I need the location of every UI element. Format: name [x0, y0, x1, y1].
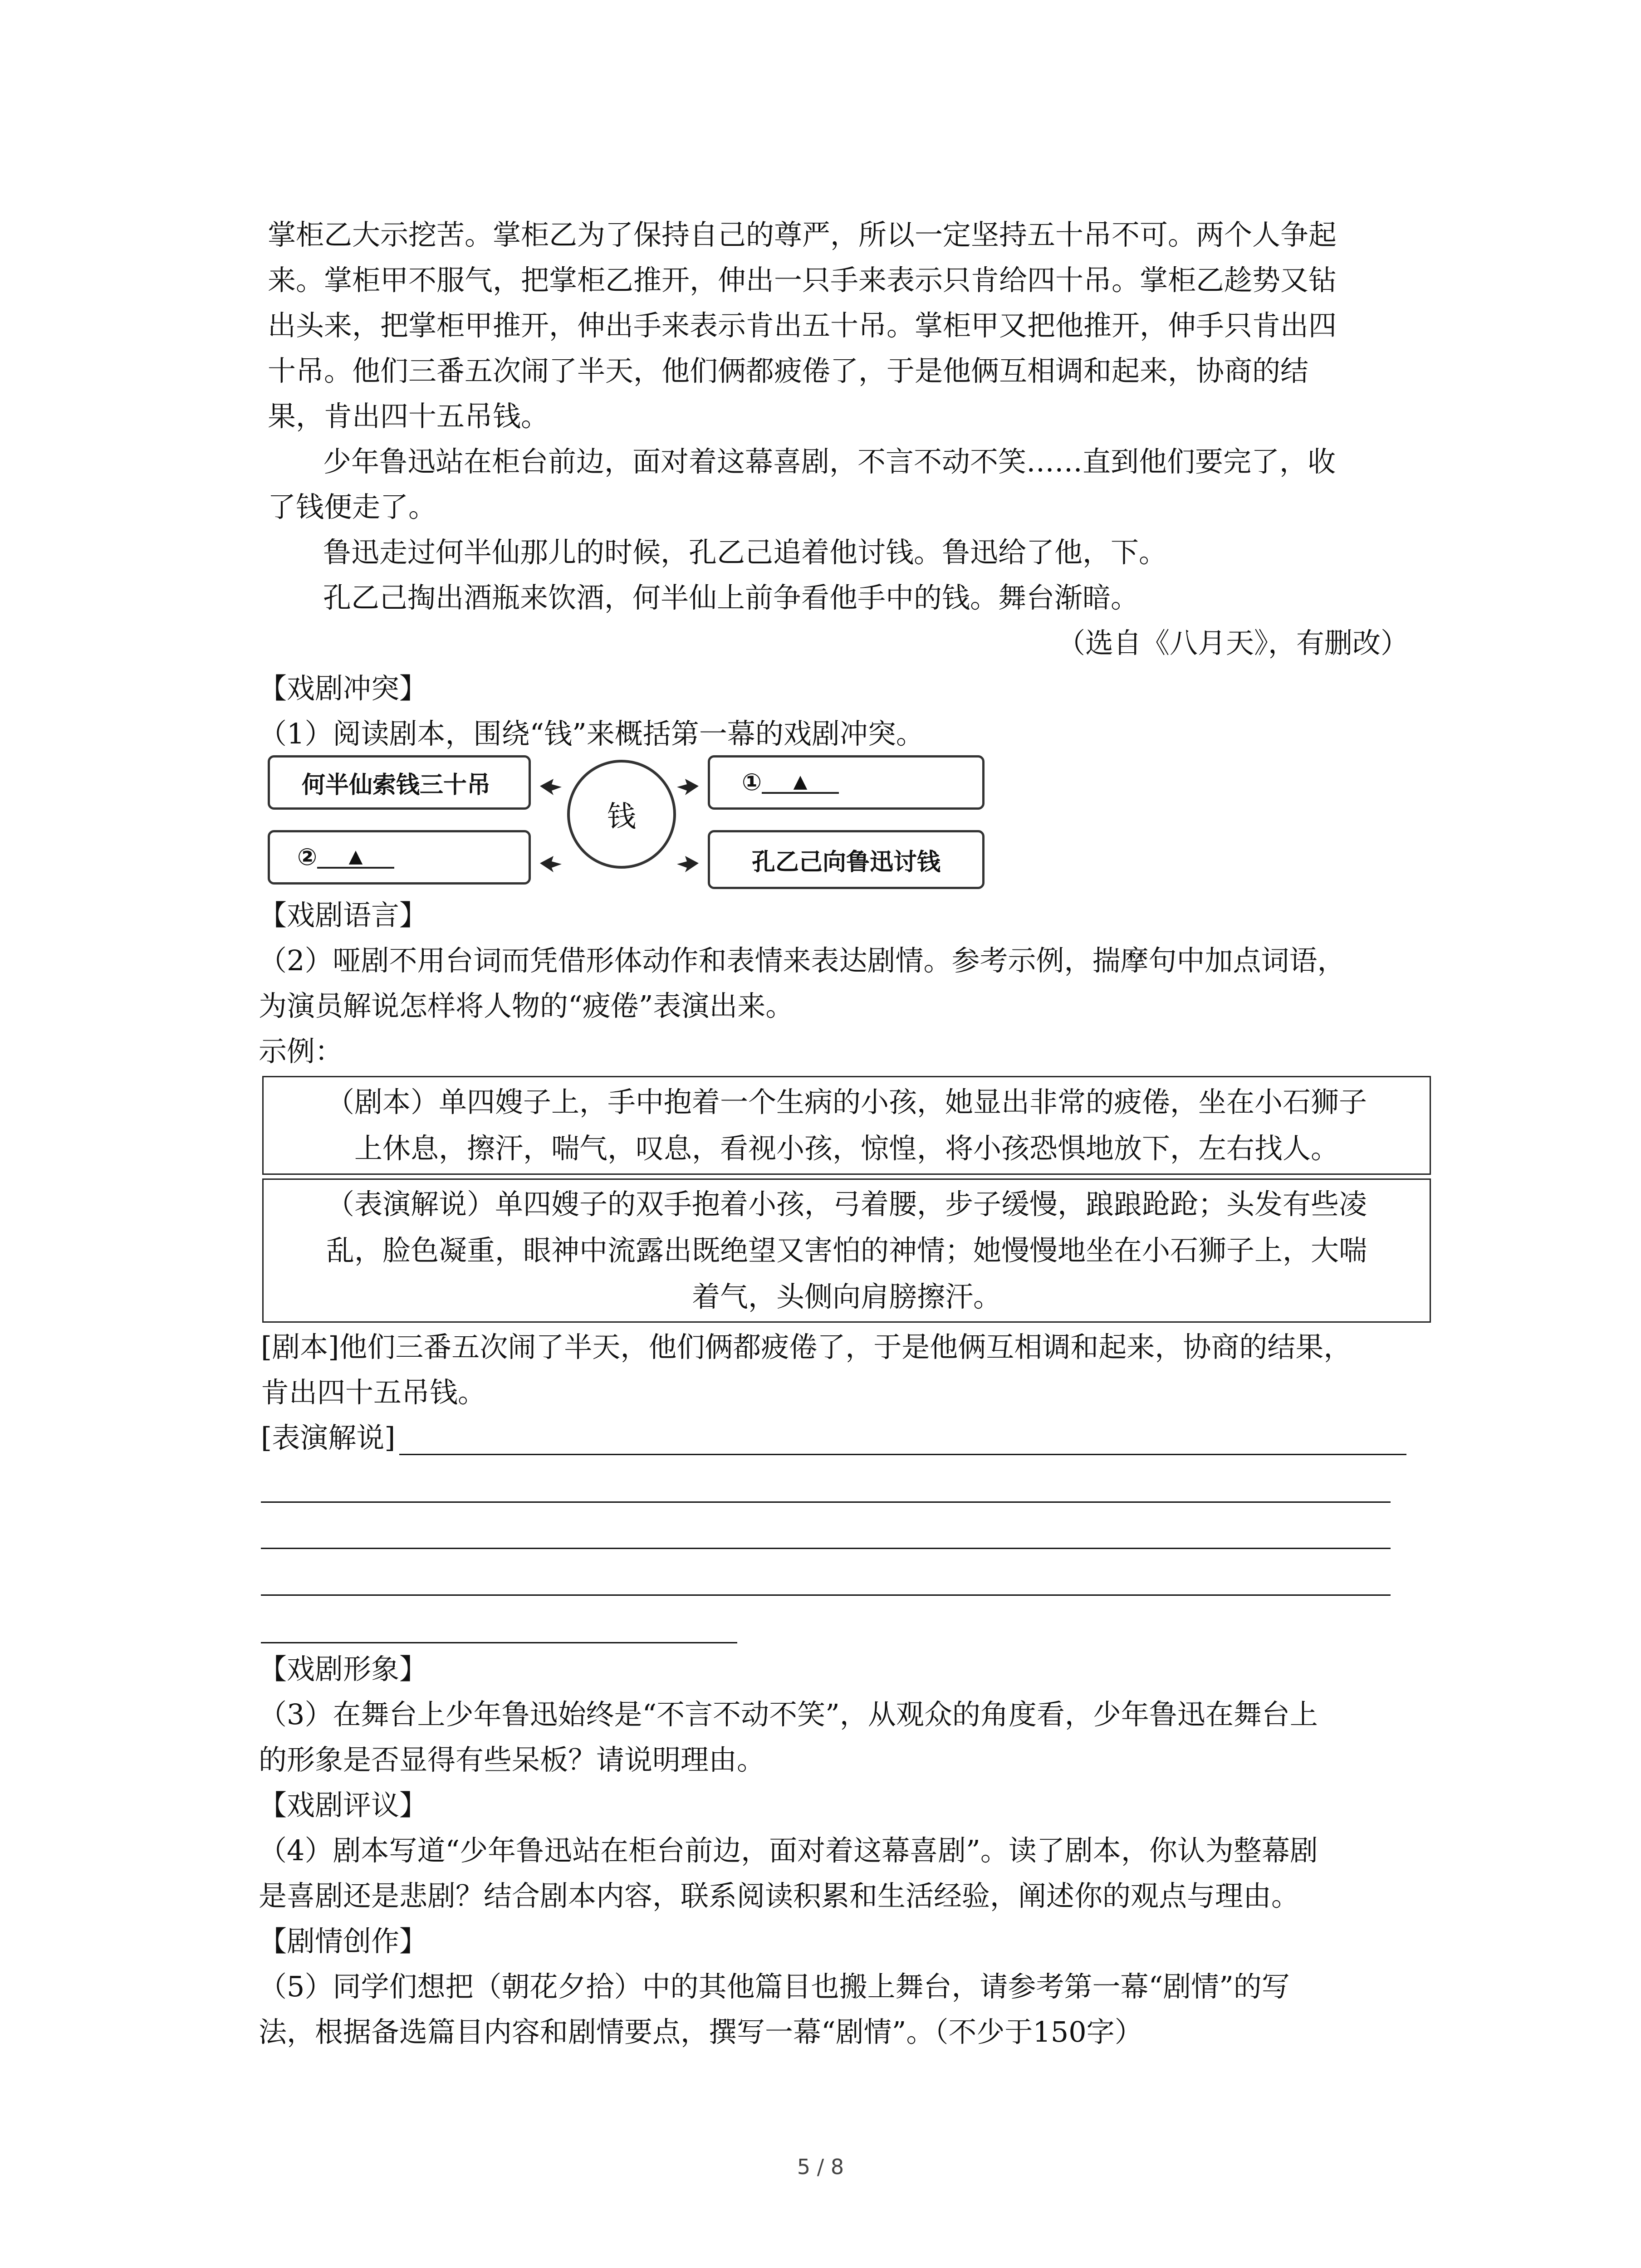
section-heading-review: 【戏剧评议】	[259, 1789, 428, 1822]
question-2-prompt: 为演员解说怎样将人物的“疲倦”表演出来。	[259, 989, 794, 1022]
box-bottom-right-text: 孔乙己向鲁迅讨钱	[751, 848, 941, 876]
answer-line[interactable]	[399, 1454, 1406, 1455]
script-line: 了钱便走了。	[268, 490, 437, 523]
question-3-line: 的形象是否显得有些呆板？请说明理由。	[259, 1743, 765, 1776]
source-note: （选自《八月天》，有删改）	[1057, 626, 1409, 660]
box-top-left-text: 何半仙索钱三十吊	[302, 771, 491, 799]
question-5-line: 法，根据备选篇目内容和剧情要点，撰写一幕“剧情”。（不少于150字）	[259, 2015, 1143, 2048]
example-perf-line: 着气，头侧向肩膀擦汗。	[691, 1280, 1001, 1313]
example-performance-box	[262, 1178, 1431, 1323]
answer-label: [表演解说]	[261, 1421, 396, 1454]
question-4-line: 是喜剧还是悲剧？结合剧本内容，联系阅读积累和生活经验，阐述你的观点与理由。	[259, 1879, 1300, 1912]
blank-2-line: ▲	[317, 846, 394, 869]
answer-line[interactable]	[261, 1548, 1391, 1549]
example-perf-line: （表演解说）单四嫂子的双手抱着小孩，弓着腰，步子缓慢，踉踉跄跄；头发有些凌	[326, 1188, 1367, 1221]
script-line: 出头来，把掌柜甲推开，伸出手来表示肯出五十吊。掌柜甲又把他推开，伸手只肯出四	[268, 309, 1337, 342]
section-heading-conflict: 【戏剧冲突】	[259, 672, 428, 705]
script-line: 少年鲁迅站在柜台前边，面对着这幕喜剧，不言不动不笑……直到他们要完了，收	[323, 445, 1336, 478]
blank-2-number: ②	[297, 844, 318, 871]
question-2-prompt: （2）哑剧不用台词而凭借形体动作和表情来表达剧情。参考示例，揣摩句中加点词语，	[259, 944, 1346, 977]
center-label: 钱	[607, 800, 636, 834]
arrow-icon	[540, 779, 562, 795]
conflict-diagram	[268, 751, 985, 896]
example-perf-line: 乱，脸色凝重，眼神中流露出既绝望又害怕的神情；她慢慢地坐在小石狮子上，大喘	[326, 1234, 1367, 1267]
section-heading-language: 【戏剧语言】	[259, 899, 428, 932]
script-line: 掌柜乙大示挖苦。掌柜乙为了保持自己的尊严，所以一定坚持五十吊不可。两个人争起	[268, 218, 1337, 251]
script-line: 孔乙己掏出酒瓶来饮酒，何半仙上前争看他手中的钱。舞台渐暗。	[323, 581, 1139, 614]
page-number: 5 / 8	[797, 2155, 844, 2179]
example-script-line: 上休息，擦汗，喘气，叹息，看视小孩，惊惶，将小孩恐惧地放下，左右找人。	[354, 1132, 1339, 1165]
script-line: 十吊。他们三番五次闹了半天，他们俩都疲倦了，于是他俩互相调和起来，协商的结	[268, 354, 1309, 387]
blank-1-line: ▲	[762, 771, 839, 794]
example-label: 示例：	[259, 1035, 343, 1068]
arrow-icon	[677, 856, 699, 872]
diagram-arrows	[268, 751, 985, 896]
question-5-line: （5）同学们想把（朝花夕拾）中的其他篇目也搬上舞台，请参考第一幕“剧情”的写	[259, 1970, 1290, 2003]
task-script-line: [剧本]他们三番五次闹了半天，他们俩都疲倦了，于是他俩互相调和起来，协商的结果，	[261, 1330, 1352, 1364]
arrow-icon	[677, 779, 699, 795]
question-1-prompt: （1）阅读剧本，围绕“钱”来概括第一幕的戏剧冲突。	[259, 717, 924, 750]
script-line: 来。掌柜甲不服气，把掌柜乙推开，伸出一只手来表示只肯给四十吊。掌柜乙趁势又钻	[268, 264, 1337, 297]
question-4-line: （4）剧本写道“少年鲁迅站在柜台前边，面对着这幕喜剧”。读了剧本，你认为整幕剧	[259, 1834, 1318, 1867]
script-line: 果，肯出四十五吊钱。	[268, 400, 549, 433]
section-heading-creation: 【剧情创作】	[259, 1925, 428, 1958]
script-line: 鲁迅走过何半仙那儿的时候，孔乙己追着他讨钱。鲁迅给了他，下。	[323, 536, 1167, 569]
section-heading-image: 【戏剧形象】	[259, 1652, 428, 1686]
arrow-icon	[540, 856, 562, 872]
example-script-box	[262, 1076, 1431, 1175]
question-3-line: （3）在舞台上少年鲁迅始终是“不言不动不笑”，从观众的角度看，少年鲁迅在舞台上	[259, 1698, 1318, 1731]
example-script-line: （剧本）单四嫂子上，手中抱着一个生病的小孩，她显出非常的疲倦，坐在小石狮子	[326, 1085, 1367, 1119]
answer-line[interactable]	[261, 1642, 737, 1643]
blank-1-number: ①	[742, 769, 762, 796]
task-script-line: 肯出四十五吊钱。	[261, 1376, 486, 1409]
answer-line[interactable]	[261, 1501, 1391, 1503]
answer-line[interactable]	[261, 1594, 1391, 1596]
